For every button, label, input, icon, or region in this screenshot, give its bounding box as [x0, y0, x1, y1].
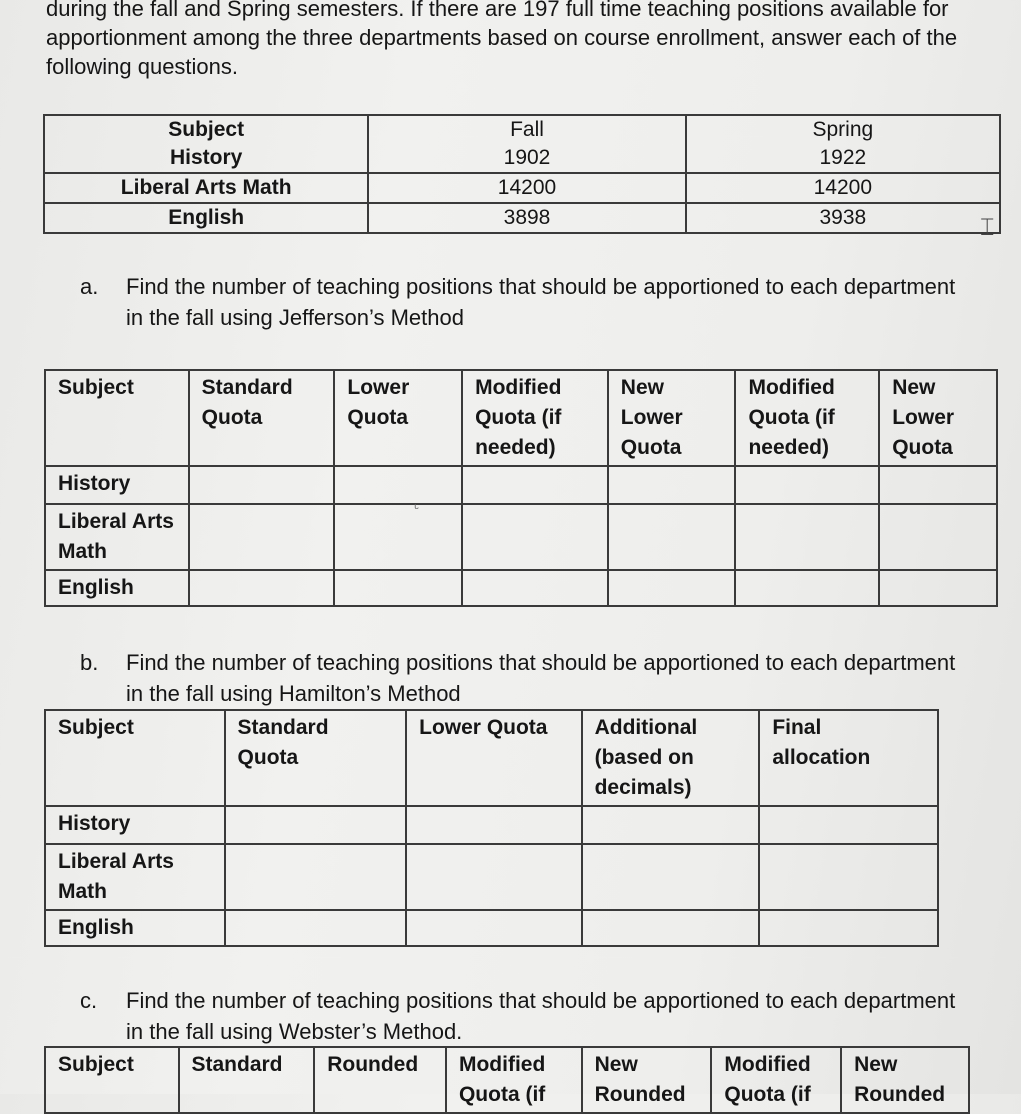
- jefferson-cell[interactable]: [735, 504, 879, 570]
- hamilton-header-lower-quota: Lower Quota: [406, 710, 581, 806]
- intro-paragraph: [46, 0, 1006, 81]
- jefferson-cell[interactable]: [189, 570, 335, 606]
- hamilton-row-history: History: [45, 806, 225, 844]
- hamilton-header-subject: Subject: [45, 710, 225, 806]
- pen-mark: ᒡ: [414, 502, 420, 516]
- jefferson-cell[interactable]: [462, 504, 608, 570]
- intro-line-2: apportionment among the three departments based on course enrollment, answer each of the: [46, 25, 958, 50]
- hamilton-cell[interactable]: [406, 910, 581, 946]
- webster-header-standard: Standard: [179, 1047, 315, 1113]
- jefferson-cell[interactable]: [879, 504, 997, 570]
- jefferson-cell[interactable]: [462, 570, 608, 606]
- subject-history: History: [169, 146, 243, 169]
- hamilton-cell[interactable]: [582, 806, 760, 844]
- spring-history: 1922: [819, 146, 867, 169]
- jefferson-cell[interactable]: [189, 466, 335, 504]
- hamilton-cell[interactable]: [406, 806, 581, 844]
- subject-english: English: [44, 203, 368, 233]
- hamilton-row-liberal-arts-math: Liberal Arts Math: [45, 844, 225, 910]
- jefferson-cell[interactable]: [189, 504, 335, 570]
- hamilton-cell[interactable]: [225, 910, 407, 946]
- question-c-letter: c.: [80, 988, 98, 1013]
- hamilton-cell[interactable]: [225, 844, 407, 910]
- hamilton-cell[interactable]: [582, 844, 760, 910]
- jefferson-cell[interactable]: [334, 504, 462, 570]
- hamilton-cell[interactable]: [225, 806, 407, 844]
- fall-liberal-arts-math: 14200: [368, 173, 685, 203]
- jefferson-header-standard-quota: Standard Quota: [189, 370, 335, 466]
- enrollment-table: [43, 114, 1001, 234]
- webster-header-rounded: Rounded: [314, 1047, 446, 1113]
- question-c-line-1: Find the number of teaching positions that should be apportioned to each department: [126, 988, 956, 1013]
- jefferson-cell[interactable]: [608, 504, 736, 570]
- subject-liberal-arts-math: Liberal Arts Math: [44, 173, 368, 203]
- webster-header-modified: Modified Quota (if: [446, 1047, 582, 1113]
- jefferson-header-lower-quota: Lower Quota: [334, 370, 462, 466]
- fall-english: 3898: [368, 203, 685, 233]
- question-a-line-1: Find the number of teaching positions that should be apportioned to each department: [126, 274, 956, 299]
- header-fall: Fall: [510, 118, 544, 141]
- enrollment-subject-cell: [44, 115, 368, 173]
- jefferson-header-modified-quota: Modified Quota (if needed): [462, 370, 608, 466]
- hamilton-cell[interactable]: [759, 844, 938, 910]
- webster-header-subject: Subject: [45, 1047, 179, 1113]
- question-c-line-2: in the fall using Webster’s Method.: [126, 1019, 463, 1044]
- header-spring: Spring: [812, 118, 874, 141]
- jefferson-header-subject: Subject: [45, 370, 189, 466]
- jefferson-row-history: History: [45, 466, 189, 504]
- spring-english: 3938: [686, 203, 1000, 233]
- hamilton-cell[interactable]: [406, 844, 581, 910]
- header-subject: Subject: [168, 118, 245, 141]
- jefferson-row-liberal-arts-math: Liberal Arts Math: [45, 504, 189, 570]
- spring-liberal-arts-math: 14200: [686, 173, 1000, 203]
- question-b-line-2: in the fall using Hamilton’s Method: [126, 681, 461, 706]
- jefferson-cell[interactable]: [608, 466, 736, 504]
- jefferson-cell[interactable]: [879, 570, 997, 606]
- jefferson-cell[interactable]: [608, 570, 736, 606]
- jefferson-cell[interactable]: [735, 466, 879, 504]
- intro-line-1: during the fall and Spring semesters. If there are 197 full time teaching positions available for: [46, 0, 949, 21]
- jefferson-cell[interactable]: [879, 466, 997, 504]
- hamilton-cell[interactable]: [759, 910, 938, 946]
- jefferson-header-new-lower-quota: New Lower Quota: [608, 370, 736, 466]
- hamilton-header-standard-quota: Standard Quota: [225, 710, 407, 806]
- jefferson-cell[interactable]: [735, 570, 879, 606]
- jefferson-cell[interactable]: [334, 570, 462, 606]
- hamilton-cell[interactable]: [759, 806, 938, 844]
- question-b-letter: b.: [80, 650, 99, 675]
- fall-history: 1902: [503, 146, 551, 169]
- question-a: [80, 271, 1000, 335]
- hamilton-header-additional: Additional (based on decimals): [582, 710, 760, 806]
- jefferson-cell[interactable]: [334, 466, 462, 504]
- jefferson-cell[interactable]: [462, 466, 608, 504]
- webster-header-new-2: New Rounded: [841, 1047, 969, 1113]
- enrollment-spring-cell: [686, 115, 1000, 173]
- jefferson-row-english: English: [45, 570, 189, 606]
- hamilton-table: [44, 709, 939, 947]
- webster-header-new: New Rounded: [582, 1047, 712, 1113]
- question-c: [80, 985, 1000, 1049]
- enrollment-fall-cell: [368, 115, 685, 173]
- text-cursor-icon: ⌶: [980, 214, 995, 241]
- hamilton-row-english: English: [45, 910, 225, 946]
- webster-table: [44, 1046, 970, 1114]
- question-a-letter: a.: [80, 274, 99, 299]
- intro-line-3: following questions.: [46, 54, 239, 79]
- question-b-line-1: Find the number of teaching positions that should be apportioned to each department: [126, 650, 956, 675]
- question-b: [80, 647, 1000, 711]
- webster-header-modified-2: Modified Quota (if: [711, 1047, 841, 1113]
- jefferson-header-new-lower-quota-2: New Lower Quota: [879, 370, 997, 466]
- hamilton-header-final-allocation: Final allocation: [759, 710, 938, 806]
- hamilton-cell[interactable]: [582, 910, 760, 946]
- jefferson-table: [44, 369, 998, 607]
- question-a-line-2: in the fall using Jefferson’s Method: [126, 305, 464, 330]
- jefferson-header-modified-quota-2: Modified Quota (if needed): [735, 370, 879, 466]
